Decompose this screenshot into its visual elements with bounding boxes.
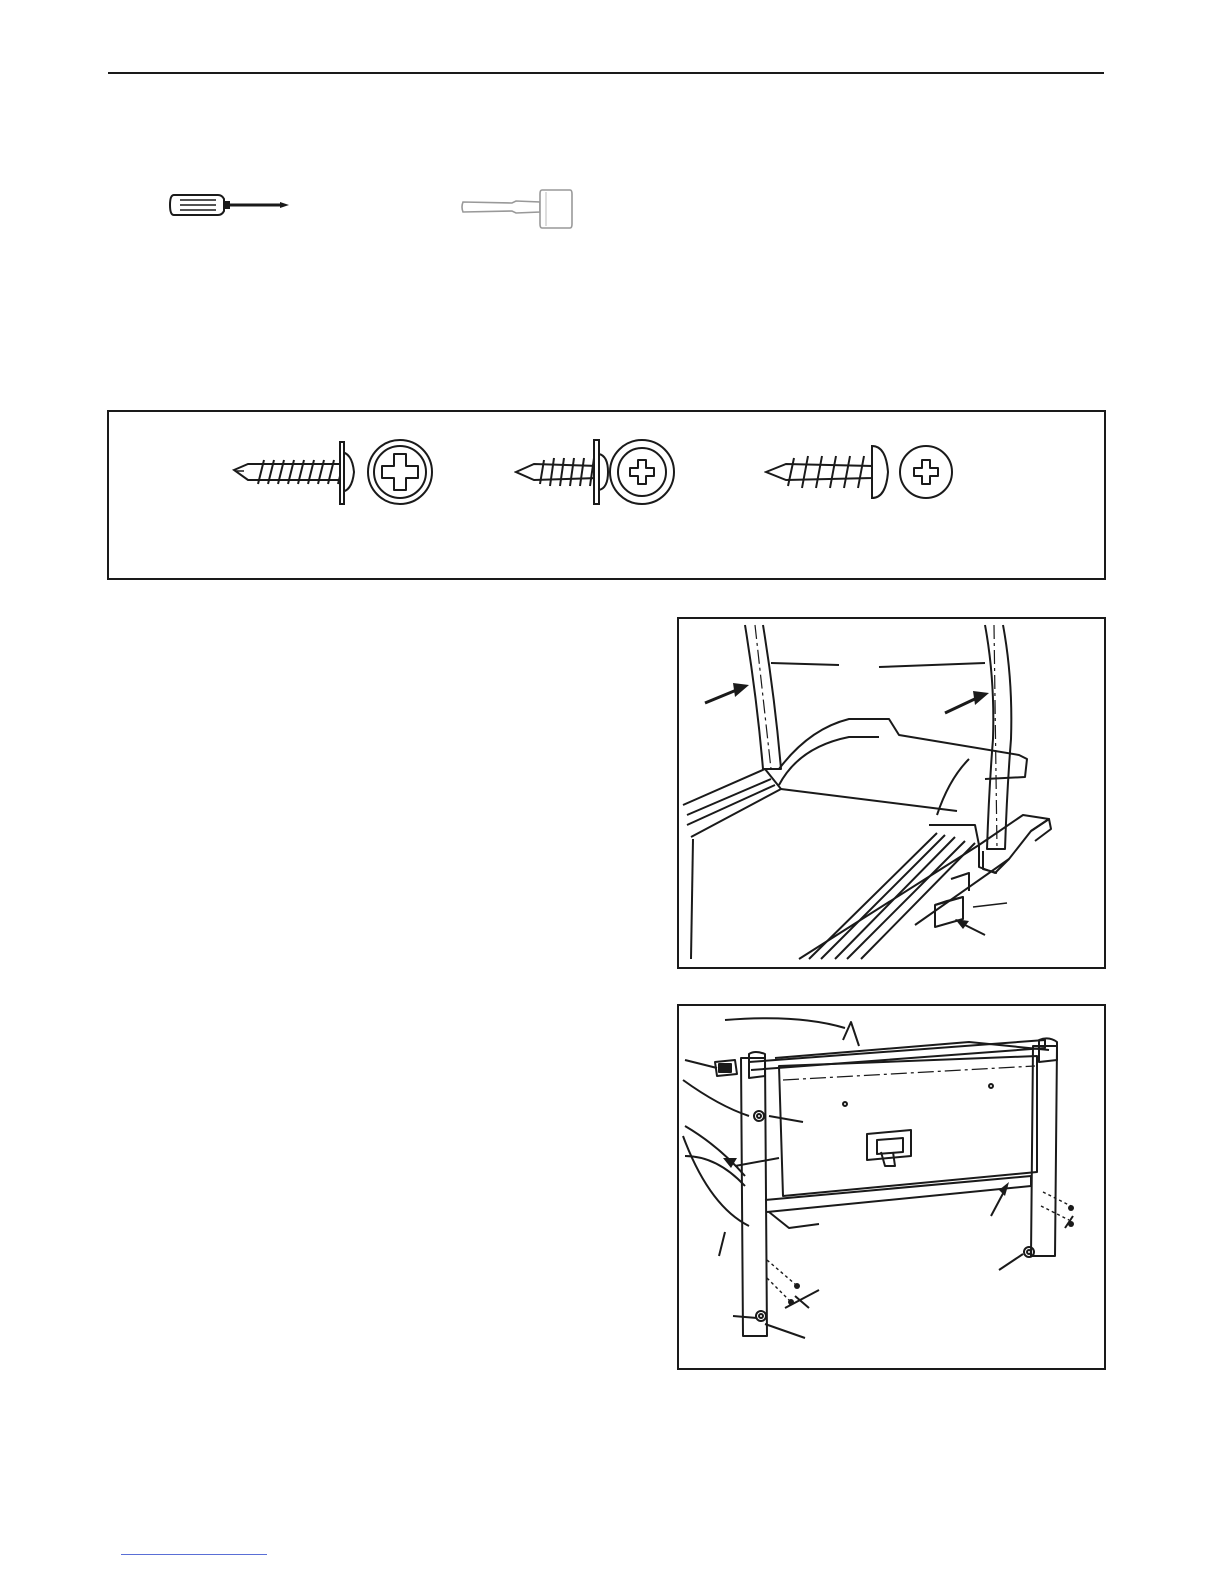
self-tapping-screw-icon [228, 436, 440, 508]
round-head-screw-icon [764, 440, 954, 504]
top-rule [108, 72, 1104, 74]
washer-screw-icon [514, 436, 676, 508]
screwdriver-icon [168, 190, 292, 220]
uprights-assembly-figure [677, 617, 1106, 969]
mallet-icon [460, 186, 574, 230]
frame-crossbar-figure [677, 1004, 1106, 1370]
footer-link-underline[interactable] [121, 1554, 267, 1555]
